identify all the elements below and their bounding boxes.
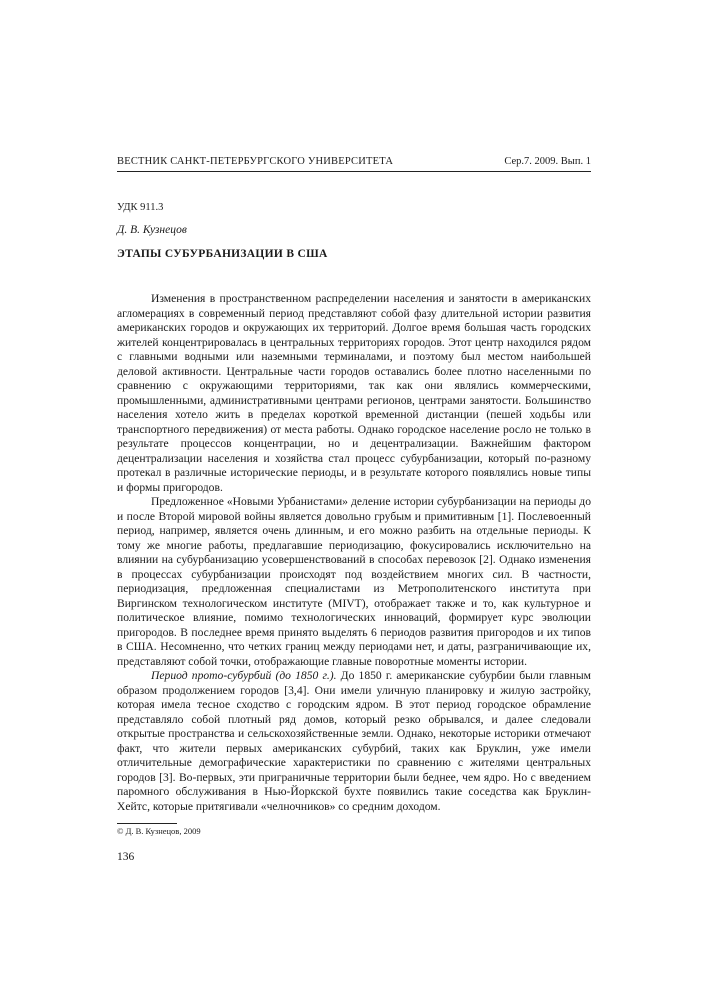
article-title: ЭТАПЫ СУБУРБАНИЗАЦИИ В США [117,248,328,260]
author-name: Д. В. Кузнецов [117,224,187,236]
footnote-divider [117,823,177,824]
article-body [117,292,591,814]
page-number: 136 [117,851,135,863]
journal-name: ВЕСТНИК САНКТ-ПЕТЕРБУРГСКОГО УНИВЕРСИТЕТА [117,156,394,167]
copyright-footnote: © Д. В. Кузнецов, 2009 [117,826,201,836]
header-divider [117,171,591,172]
udk-code: УДК 911.3 [117,202,164,213]
running-header [117,155,591,169]
paragraph: Изменения в пространственном распределении населения и занятости в американских агломерациях в современный период представляют собой фазу длительной истории развития американских городов и окружающих их территорий. Долгое время большая часть городских жителей концентрировалась в центральных территориях городов. Этот центр находился рядом с главными водными или наземными терминалами, и поэтому был местом наибольшей деловой активности. Центральные части городов оставались более плотно населенными по сравнению с окружающими территориями, так как они являлись коммерческими, промышленными, административными центрами регионов, центрами занятости. Большинство населения хотело жить в пределах короткой временной дистанции (пешей ходьбы или транспортного передвижения) от места работы. Однако городское население росло не только в результате процессов концентрации, но и децентрализации. Важнейшим фактором децентрализации населения и хозяйства стал процесс субурбанизации, который по-разному протекал в различные исторические периоды, и в результате которого появлялись новые типы и формы пригородов. [117,292,591,494]
paragraph-text: До 1850 г. американские субурбии были главным образом продолжением городов [3,4]. Они имели уличную планировку и жилую застройку, которая имела тесное сходство с городским ядром. В этот период городское обрамление представляло собой плотный ряд домов, который резко обрывался, и далее следовали открытые пространства и сельскохозяйственные земли. Однако, некоторые историки отмечают факт, что жители первых американских субурбий, таких как Бруклин, уже имели отличительные демографические характеристики по сравнению с жителями центральных городов [3]. Во-первых, эти приграничные территории были беднее, чем ядро. Но с введением паромного обслуживания в Нью-Йоркской бухте появились такие соседства как Бруклин-Хейтс, которые притягивали «челночников» со средним доходом. [117,669,591,813]
paragraph [117,669,591,814]
period-heading: Период прото-субурбий (до 1850 г.). [151,669,337,682]
issue-info: Сер.7. 2009. Вып. 1 [504,156,591,167]
paragraph: Предложенное «Новыми Урбанистами» деление истории субурбанизации на периоды до и после Второй мировой войны является довольно грубым и примитивным [1]. Послевоенный период, например, является очень длинным, и его можно разбить на отдельные периоды. К тому же многие работы, предлагавшие периодизацию, фокусировались исключительно на влиянии на субурбанизацию усовершенствований в способах перевозок [2]. Однако изменения в процессах субурбанизации происходят под воздействием многих сил. В частности, периодизация, предложенная специалистами из Метрополитенского института при Виргинском технологическом институте (MIVT), отображает также и то, как культурное и политическое влияние, помимо технологических инноваций, формирует курс эволюции пригородов. В последнее время принято выделять 6 периодов развития пригородов и их типов в США. Несомненно, что четких границ между периодами нет, и даты, разграничивающие их, представляют собой точки, отображающие главные поворотные моменты истории. [117,495,591,668]
